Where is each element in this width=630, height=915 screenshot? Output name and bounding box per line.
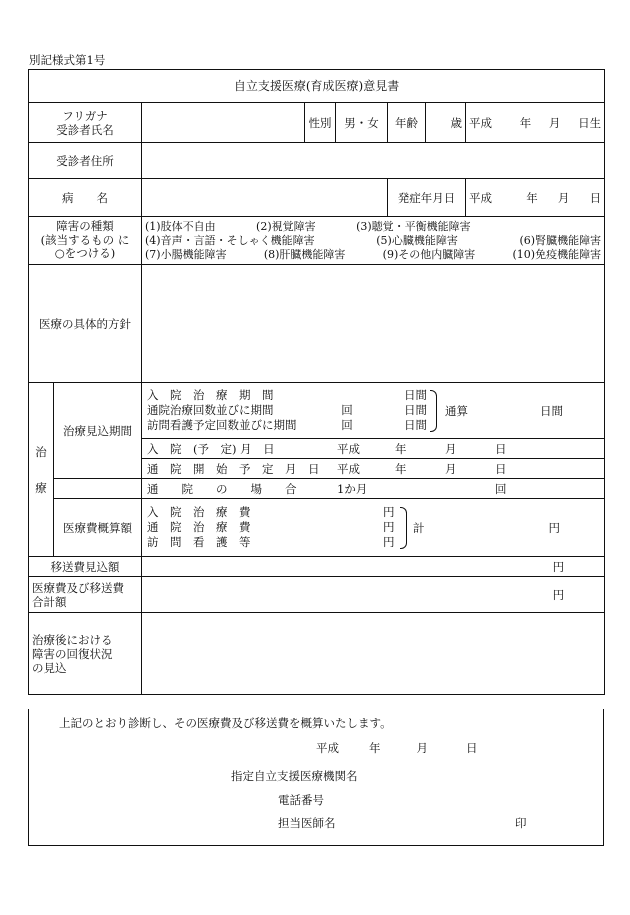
disability-row-3: (7)小腸機能障害 (8)肝臓機能障害 (9)その他内臓障害 (10)免疫機能障害 xyxy=(145,247,602,261)
treatment-side-label: 治 療 xyxy=(29,383,54,557)
outpatient-start-row[interactable]: 通 院 開 始 予 定 月 日 平成 年 月 日 xyxy=(142,459,605,479)
disease-label: 病 名 xyxy=(29,179,142,217)
disability-types[interactable] xyxy=(142,217,605,265)
total-cost-field[interactable]: 円 xyxy=(142,577,605,613)
opinion-form-table xyxy=(28,69,605,695)
sex-choice[interactable]: 男・女 xyxy=(336,103,388,143)
name-label: フリガナ 受診者氏名 xyxy=(29,103,142,143)
cost-label: 医療費概算額 xyxy=(54,499,142,557)
brace-icon xyxy=(430,390,437,432)
transport-field[interactable]: 円 xyxy=(142,557,605,577)
disability-label: 障害の種類 (該当するもの に ○をつける) xyxy=(29,217,142,265)
form-number: 別記様式第1号 xyxy=(29,53,106,67)
policy-field[interactable] xyxy=(142,265,605,383)
disease-field[interactable] xyxy=(142,179,388,217)
sex-label: 性別 xyxy=(305,103,336,143)
institution-label: 指定自立支援医療機関名 xyxy=(231,769,358,783)
total-cost-label: 医療費及び移送費 合計額 xyxy=(29,577,142,613)
period-detail[interactable]: 入 院 治 療 期 間 通院治療回数並びに期間 訪問看護予定回数並びに期間 回 回 日間 日間 日間 通算 日間 xyxy=(142,383,605,439)
form-title: 自立支援医療(育成医療)意見書 xyxy=(29,70,605,103)
onset-label: 発症年月日 xyxy=(388,179,466,217)
doctor-label: 担当医師名 xyxy=(278,816,336,830)
period-label: 治療見込期間 xyxy=(54,383,142,479)
birth-date-field[interactable]: 平成 年 月 日生 xyxy=(466,103,605,143)
disability-row-2: (4)音声・言語・そしゃく機能障害 (5)心臓機能障害 (6)腎臓機能障害 xyxy=(145,233,602,247)
address-label: 受診者住所 xyxy=(29,143,142,179)
name-field[interactable] xyxy=(142,103,305,143)
admission-date-row[interactable]: 入 院 (予 定) 月 日 平成 年 月 日 xyxy=(142,439,605,459)
issue-date[interactable]: 平成 年 月 日 xyxy=(316,741,478,755)
recovery-label: 治療後における 障害の回復状況 の見込 xyxy=(29,613,142,695)
statement-text: 上記のとおり診断し、その医療費及び移送費を概算いたします。 xyxy=(59,716,392,730)
outpatient-frequency-row[interactable]: 通 院 の 場 合 1か月 回 xyxy=(142,479,605,499)
policy-label: 医療の具体的方針 xyxy=(29,265,142,383)
disability-row-1: (1)肢体不自由 (2)視覚障害 (3)聴覚・平衡機能障害 xyxy=(145,219,471,233)
signature-section xyxy=(28,709,604,846)
seal-mark: 印 xyxy=(515,816,527,830)
age-field[interactable]: 歳 xyxy=(426,103,466,143)
onset-date-field[interactable]: 平成 年 月 日 xyxy=(466,179,605,217)
transport-label: 移送費見込額 xyxy=(29,557,142,577)
cost-detail[interactable]: 入 院 治 療 費 通 院 治 療 費 訪 問 看 護 等 円 円 円 計 円 xyxy=(142,499,605,557)
brace-icon xyxy=(400,507,407,549)
age-label: 年齢 xyxy=(388,103,426,143)
recovery-field[interactable] xyxy=(142,613,605,695)
phone-label: 電話番号 xyxy=(278,793,324,807)
address-field[interactable] xyxy=(142,143,605,179)
